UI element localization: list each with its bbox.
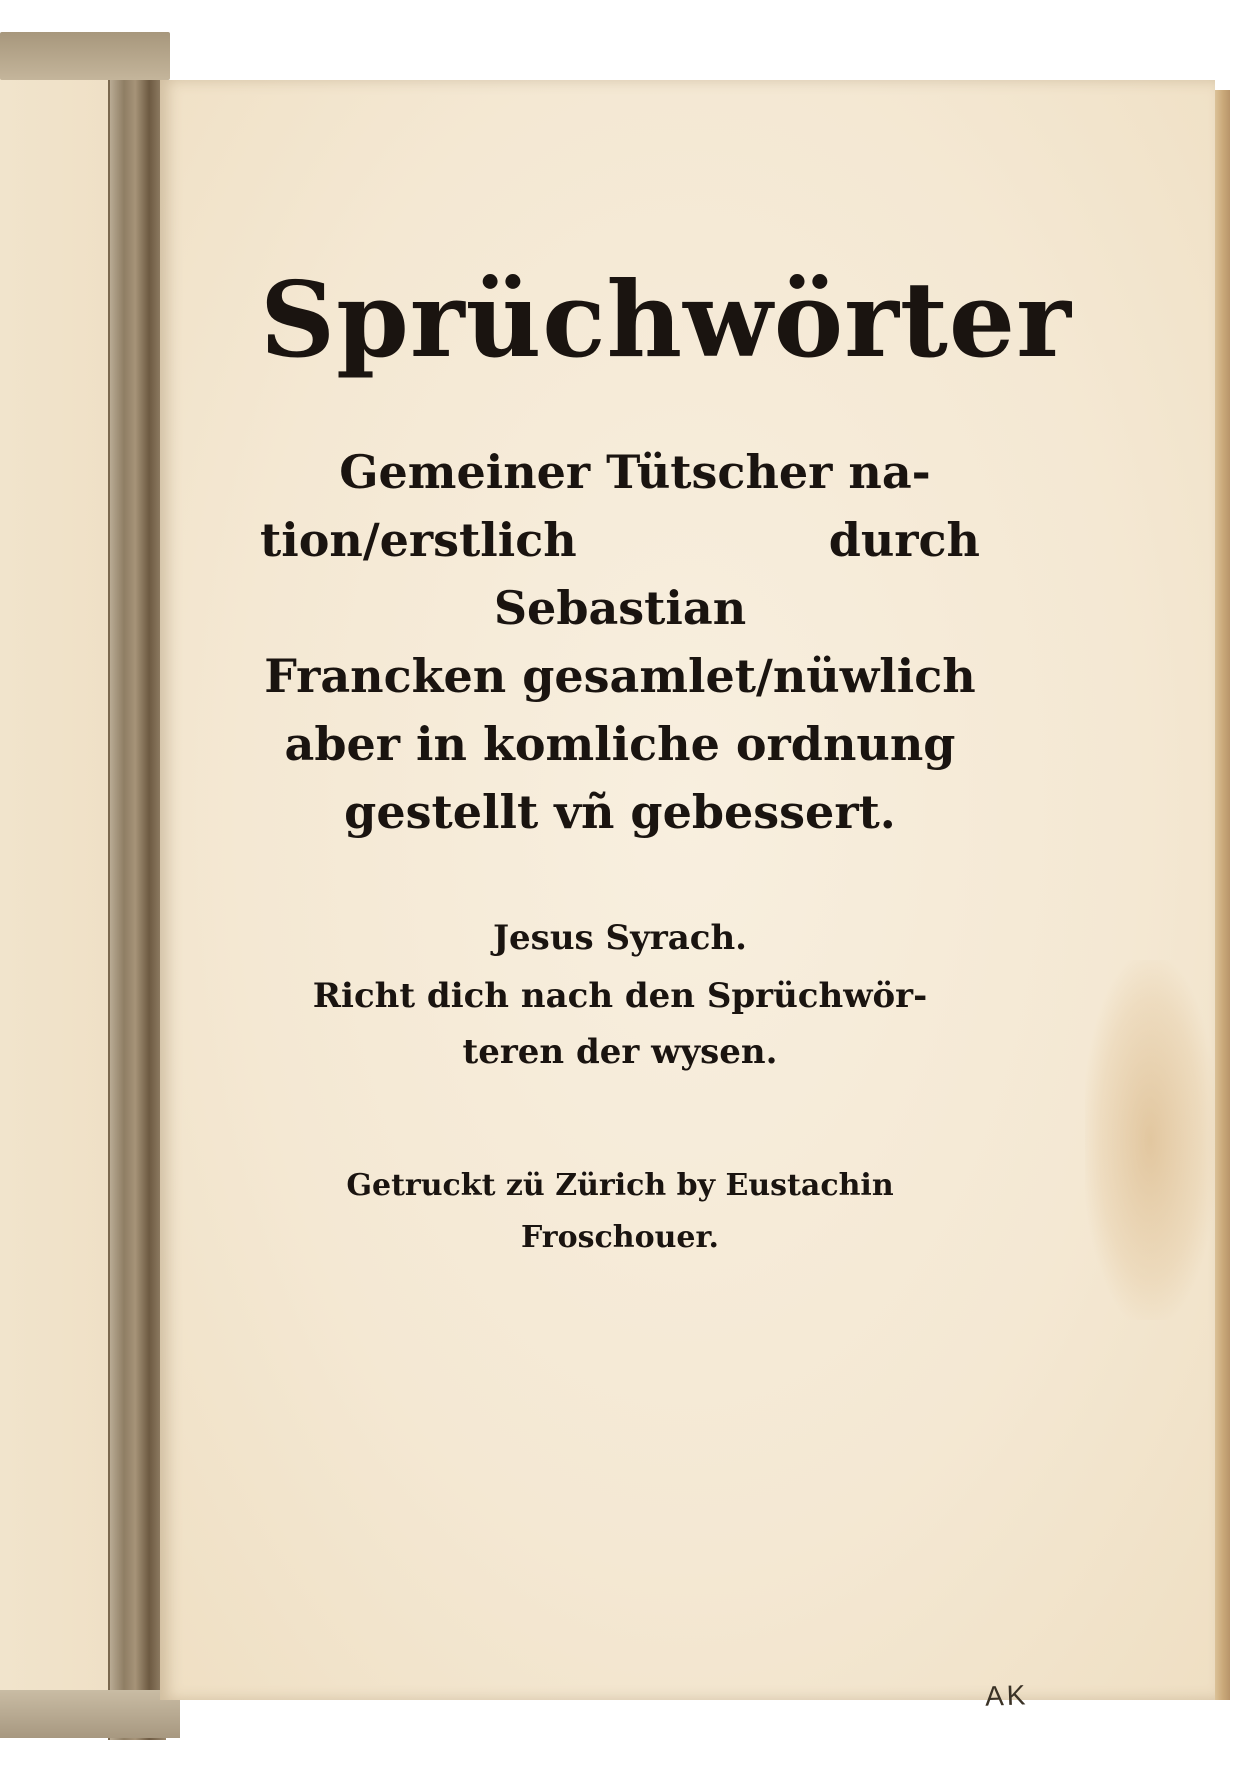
handwritten-mark: AK xyxy=(984,1679,1029,1712)
spine-bottom-edge xyxy=(0,1690,180,1738)
subtitle-line: Gemeiner Tütscher na- xyxy=(339,445,931,499)
book-title: Sprüchwörter xyxy=(260,258,1072,381)
imprint xyxy=(260,1160,980,1264)
book-spine xyxy=(108,40,166,1740)
quote xyxy=(260,968,980,1080)
subtitle-line: Francken gesamlet/nüwlich xyxy=(264,649,976,703)
subtitle-line: tion/erstlich durch Sebastian xyxy=(260,513,980,635)
subtitle xyxy=(260,438,980,846)
quote-line: teren der wysen. xyxy=(462,1032,778,1072)
subtitle-line: gestellt vñ gebessert. xyxy=(344,785,896,839)
imprint-line: Getruckt zü Zürich by Eustachin xyxy=(346,1168,894,1203)
foxing-stain xyxy=(1085,960,1215,1320)
subtitle-line: aber in komliche ordnung xyxy=(284,717,956,771)
quote-line: Richt dich nach den Sprüchwör- xyxy=(312,976,928,1016)
citation: Jesus Syrach. xyxy=(492,918,748,958)
imprint-line: Froschouer. xyxy=(521,1220,719,1255)
spine-top-edge xyxy=(0,32,170,80)
